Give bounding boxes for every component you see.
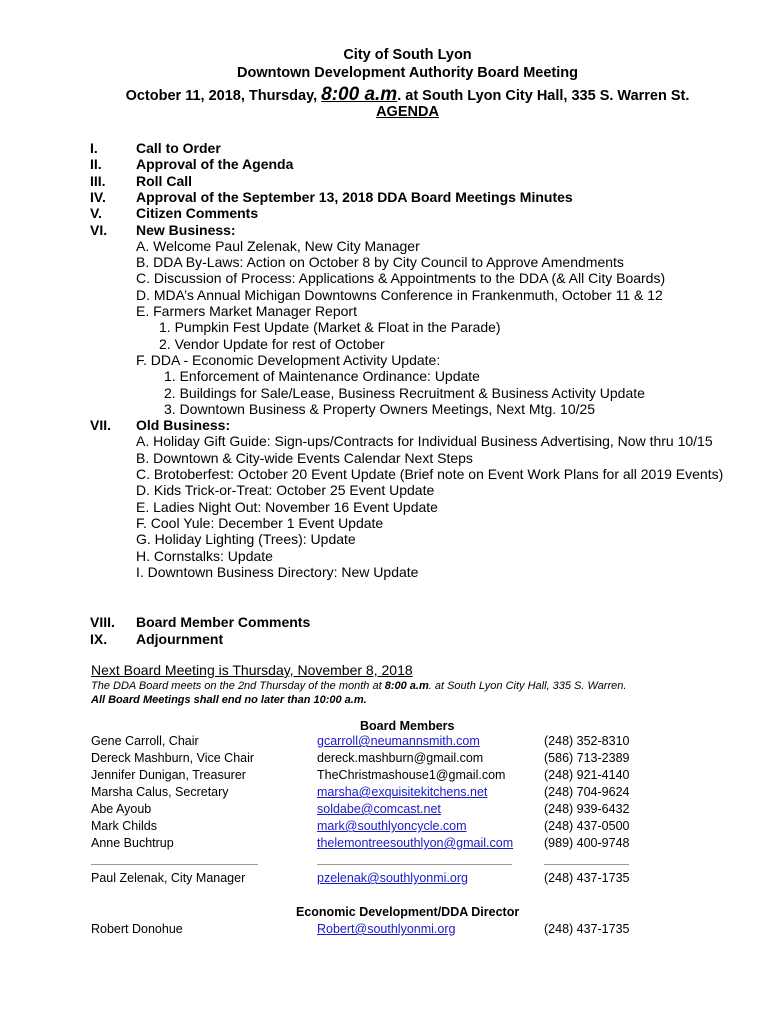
new-business-item: 1. Pumpkin Fest Update (Market & Float in the Parade): [159, 319, 501, 336]
schedule-note-text: The DDA Board meets on the 2nd Thursday of the month at: [91, 680, 385, 692]
director-heading: Economic Development/DDA Director: [296, 905, 520, 919]
new-business-item: 2. Buildings for Sale/Lease, Business Recruitment & Business Activity Update: [164, 384, 645, 401]
meeting-title: Downtown Development Authority Board Meeting: [236, 65, 579, 81]
meeting-date: October 11, 2018, Thursday,: [125, 88, 322, 104]
member-email-link[interactable]: gcarroll@neumannsmith.com: [317, 734, 480, 748]
new-business-item: 1. Enforcement of Maintenance Ordinance: Update: [164, 368, 480, 385]
meeting-date-location: [0, 84, 770, 106]
member-phone: (248) 939-6432: [544, 802, 630, 816]
agenda-item-label: Roll Call: [136, 172, 193, 189]
old-business-item: F. Cool Yule: December 1 Event Update: [136, 514, 384, 531]
separator-line: [544, 864, 629, 865]
manager-email-link[interactable]: pzelenak@southlyonmi.org: [317, 871, 468, 885]
meeting-time: 8:00 a.m: [321, 84, 398, 105]
member-email-link[interactable]: soldabe@comcast.net: [317, 802, 441, 816]
agenda-item-number: IX.: [90, 630, 108, 647]
member-name: Mark Childs: [91, 819, 157, 833]
manager-name: Paul Zelenak, City Manager: [91, 871, 246, 885]
member-phone: (586) 713-2389: [544, 751, 630, 765]
old-business-item: C. Brotoberfest: October 20 Event Update (Brief note on Event Work Plans for all 2019 Events): [136, 466, 724, 482]
agenda-item-label: New Business:: [136, 221, 236, 238]
board-members-heading: Board Members: [360, 719, 455, 733]
member-phone: (248) 704-9624: [544, 785, 630, 799]
meeting-end-note: All Board Meetings shall end no later than 10:00 a.m.: [91, 694, 367, 706]
new-business-item: F. DDA - Economic Development Activity Update:: [136, 351, 441, 368]
new-business-item: C. Discussion of Process: Applications & Appointments to the DDA (& All City Boards): [136, 270, 666, 287]
member-email-link[interactable]: mark@southlyoncycle.com: [317, 819, 467, 833]
agenda-item-label: Old Business:: [136, 417, 231, 434]
old-business-item: H. Cornstalks: Update: [136, 547, 273, 564]
new-business-item: D. MDA’s Annual Michigan Downtowns Conference in Frankenmuth, October 11 & 12: [136, 286, 663, 303]
member-name: Jennifer Dunigan, Treasurer: [91, 768, 246, 782]
agenda-item-number: IV.: [90, 188, 106, 205]
old-business-item: D. Kids Trick-or-Treat: October 25 Event Update: [136, 482, 435, 499]
old-business-item: G. Holiday Lighting (Trees): Update: [136, 531, 356, 548]
member-phone: (248) 352-8310: [544, 734, 630, 748]
agenda-item-label: Adjournment: [136, 630, 224, 647]
member-email: TheChristmashouse1@gmail.com: [317, 768, 506, 782]
agenda-item-number: III.: [90, 172, 106, 189]
agenda-item-number: II.: [90, 156, 102, 173]
old-business-item: I. Downtown Business Directory: New Update: [136, 563, 419, 580]
old-business-item: E. Ladies Night Out: November 16 Event Update: [136, 498, 438, 515]
member-name: Anne Buchtrup: [91, 836, 174, 850]
director-name: Robert Donohue: [91, 922, 183, 936]
separator-line: [317, 864, 512, 865]
member-name: Dereck Mashburn, Vice Chair: [91, 751, 255, 765]
new-business-item: 2. Vendor Update for rest of October: [159, 335, 385, 352]
meeting-schedule-note: [91, 680, 626, 692]
member-phone: (989) 400-9748: [544, 836, 630, 850]
new-business-item: E. Farmers Market Manager Report: [136, 303, 357, 319]
old-business-item: A. Holiday Gift Guide: Sign-ups/Contracts for Individual Business Advertising, Now thru 10/15: [136, 433, 713, 450]
next-meeting-title: Next Board Meeting is Thursday, November 8, 2018: [91, 662, 413, 678]
director-email-link[interactable]: Robert@southlyonmi.org: [317, 922, 456, 936]
agenda-item-number: VIII.: [90, 614, 115, 630]
member-phone: (248) 437-0500: [544, 819, 630, 833]
member-email-link[interactable]: thelemontreesouthlyon@gmail.com: [317, 836, 514, 850]
agenda-item-number: V.: [90, 205, 102, 222]
new-business-item: B. DDA By-Laws: Action on October 8 by City Council to Approve Amendments: [136, 254, 624, 271]
schedule-note-time: 8:00 a.m: [384, 680, 429, 692]
agenda-item-label: Call to Order: [136, 140, 221, 156]
new-business-item: A. Welcome Paul Zelenak, New City Manager: [136, 237, 420, 254]
agenda-title: AGENDA: [376, 104, 439, 120]
member-name: Gene Carroll, Chair: [91, 734, 199, 748]
director-phone: (248) 437-1735: [544, 922, 630, 936]
manager-phone: (248) 437-1735: [544, 871, 630, 885]
member-email-link[interactable]: marsha@exquisitekitchens.net: [317, 785, 488, 799]
city-name: City of South Lyon: [343, 47, 472, 63]
meeting-location: . at South Lyon City Hall, 335 S. Warren St.: [397, 88, 690, 104]
new-business-item: 3. Downtown Business & Property Owners Meetings, Next Mtg. 10/25: [164, 400, 596, 417]
agenda-item-number: I.: [90, 140, 98, 156]
member-name: Abe Ayoub: [91, 802, 152, 816]
member-phone: (248) 921-4140: [544, 768, 630, 782]
agenda-item-label: Approval of the September 13, 2018 DDA Board Meetings Minutes: [136, 188, 573, 205]
agenda-item-label: Citizen Comments: [136, 205, 259, 222]
schedule-note-location: . at South Lyon City Hall, 335 S. Warren.: [428, 680, 627, 692]
agenda-item-number: VI.: [90, 221, 108, 238]
member-email: dereck.mashburn@gmail.com: [317, 751, 484, 765]
separator-line: [91, 864, 258, 865]
member-name: Marsha Calus, Secretary: [91, 785, 229, 799]
agenda-item-label: Approval of the Agenda: [136, 156, 294, 173]
old-business-item: B. Downtown & City-wide Events Calendar Next Steps: [136, 449, 473, 466]
agenda-item-label: Board Member Comments: [136, 614, 311, 630]
agenda-item-number: VII.: [90, 417, 112, 434]
